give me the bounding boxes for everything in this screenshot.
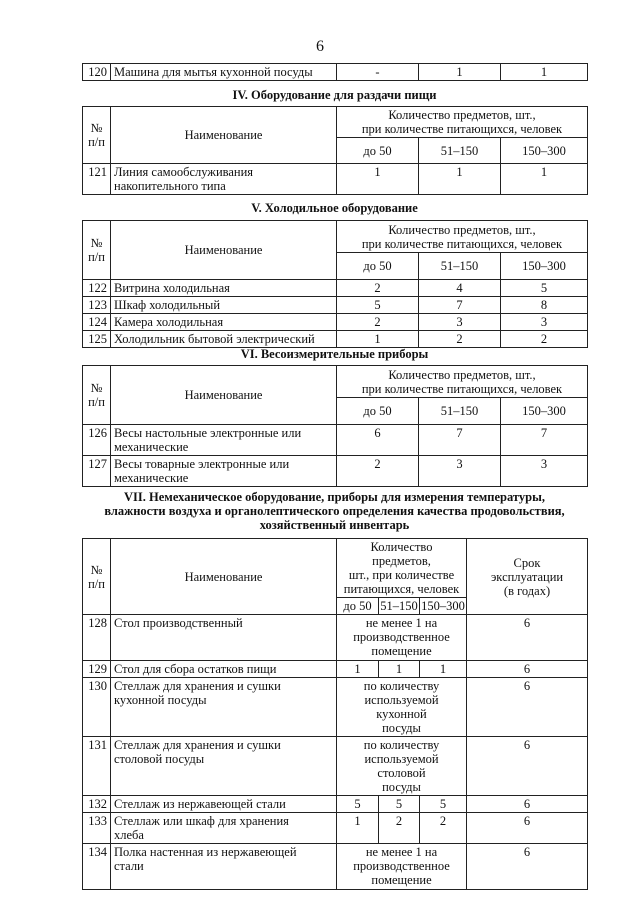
header-name: Наименование (111, 539, 337, 615)
header-quantity: Количество предметов, шт., при количестве питающихся, человек (337, 107, 588, 138)
header-name: Наименование (111, 107, 337, 164)
header-name: Наименование (111, 366, 337, 425)
header-up-to-50: до 50 (337, 398, 419, 425)
table-row: 126 Весы настольные электронные или механические 6 7 7 (83, 425, 588, 456)
section-title-vii: VII. Немеханическое оборудование, приборы для измерения температуры, влажности воздуха и органолептического определения качества продовольствия, хозяйственный инвентарь (104, 490, 565, 532)
header-quantity: Количество предметов, шт., при количестве питающихся, человек (337, 366, 588, 398)
table-row: 128 Стол производственный не менее 1 на производственное помещение 6 (83, 615, 588, 661)
header-51-150: 51–150 (419, 253, 501, 280)
header-150-300: 150–300 (421, 599, 465, 613)
header-number: № п/п (83, 366, 111, 425)
header-quantity: Количество предметов, шт., при количестве питающихся, человек (337, 221, 588, 253)
table-row: 134 Полка настенная из нержавеющей стали не менее 1 на производственное помещение 6 (83, 844, 588, 890)
table-row: 122 Витрина холодильная 2 4 5 (83, 280, 588, 297)
section-title-v: V. Холодильное оборудование (251, 201, 418, 215)
header-number: № п/п (83, 221, 111, 280)
section-title-iv: IV. Оборудование для раздачи пищи (232, 88, 437, 102)
header-150-300: 150–300 (501, 398, 588, 425)
qty-up-to-50: - (337, 64, 419, 81)
section-title-vi: VI. Весоизмерительные приборы (240, 347, 429, 361)
qty-51-150: 1 (419, 64, 501, 81)
top-row-table (82, 63, 587, 81)
table-row: 121 Линия самообслуживания накопительного типа 1 1 1 (83, 164, 588, 195)
header-up-to-50: до 50 (337, 253, 419, 280)
table-section-iv (82, 106, 587, 195)
header-number: № п/п (83, 539, 111, 615)
table-row: 132 Стеллаж из нержавеющей стали 5 5 5 6 (83, 796, 588, 813)
header-up-to-50: до 50 (337, 598, 379, 615)
header-up-to-50: до 50 (337, 138, 419, 164)
item-name: Машина для мытья кухонной посуды (111, 64, 337, 81)
header-quantity: Количество предметов, шт., при количестве питающихся, человек (337, 539, 467, 598)
table-section-vii (82, 538, 587, 890)
header-51-150: 51–150 (380, 599, 418, 613)
header-150-300: 150–300 (501, 253, 588, 280)
table-row: 125 Холодильник бытовой электрический 1 2 2 (83, 331, 588, 348)
table-section-vi (82, 365, 587, 487)
table-row: 131 Стеллаж для хранения и сушки столовой посуды по количеству используемой столовой посуды 6 (83, 737, 588, 796)
header-service-life: Срок эксплуатации (в годах) (467, 539, 588, 615)
table-row: 124 Камера холодильная 2 3 3 (83, 314, 588, 331)
table-row: 130 Стеллаж для хранения и сушки кухонной посуды по количеству используемой кухонной посуды 6 (83, 678, 588, 737)
header-number: № п/п (83, 107, 111, 164)
header-150-300: 150–300 (501, 138, 588, 164)
table-row: 123 Шкаф холодильный 5 7 8 (83, 297, 588, 314)
table-row: 133 Стеллаж или шкаф для хранения хлеба 1 2 2 6 (83, 813, 588, 844)
header-51-150: 51–150 (419, 398, 501, 425)
page-number: 6 (316, 38, 324, 55)
table-section-v (82, 220, 587, 348)
row-number: 120 (83, 64, 111, 81)
qty-150-300: 1 (501, 64, 588, 81)
header-name: Наименование (111, 221, 337, 280)
table-row: 127 Весы товарные электронные или механические 2 3 3 (83, 456, 588, 487)
header-51-150: 51–150 (419, 138, 501, 164)
table-row: 129 Стол для сбора остатков пищи 1 1 1 6 (83, 661, 588, 678)
